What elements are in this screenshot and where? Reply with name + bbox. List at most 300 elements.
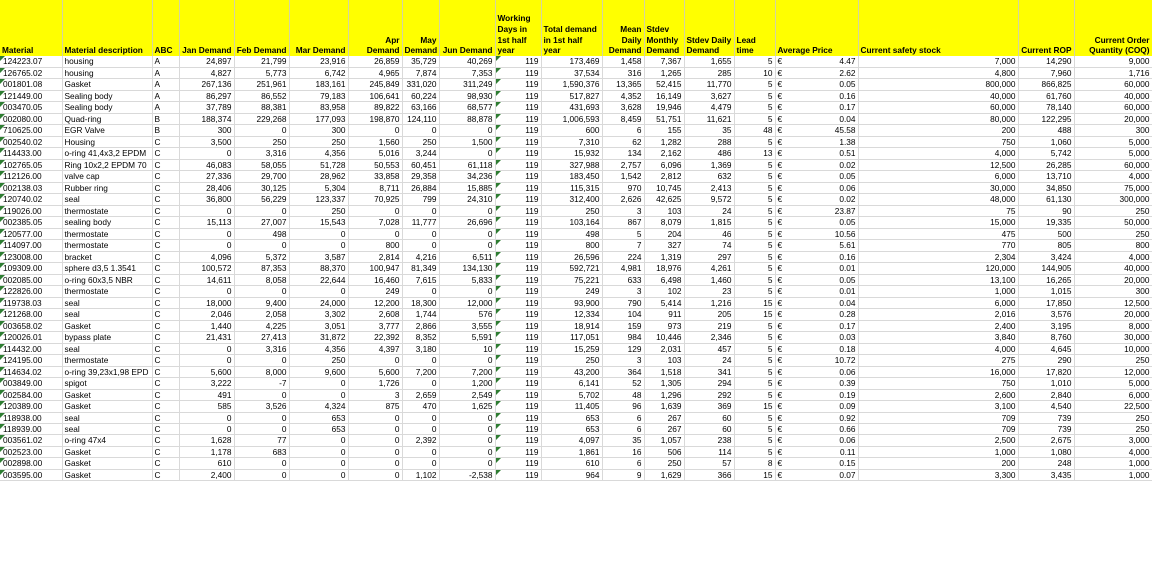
cell-coq[interactable]: 4,000: [1074, 251, 1152, 262]
cell-abc[interactable]: C: [152, 171, 179, 182]
cell-current-rop[interactable]: 739: [1018, 412, 1074, 423]
cell-average-price[interactable]: [775, 228, 858, 239]
cell-jan[interactable]: 14,611: [179, 274, 234, 285]
cell-safety-stock[interactable]: 4,000: [858, 148, 1018, 159]
cell-safety-stock[interactable]: 709: [858, 412, 1018, 423]
cell-current-rop[interactable]: 144,905: [1018, 263, 1074, 274]
cell-material[interactable]: 003658.02: [0, 320, 62, 331]
cell-stdev-monthly[interactable]: 1,319: [644, 251, 684, 262]
cell-working-days[interactable]: 119: [495, 435, 541, 446]
cell-jan[interactable]: 0: [179, 343, 234, 354]
cell-lead-time[interactable]: [734, 469, 775, 480]
cell-mean-daily[interactable]: 104: [602, 309, 644, 320]
cell-lead-time[interactable]: [734, 355, 775, 366]
cell-material[interactable]: 114097.00: [0, 240, 62, 251]
cell-total-demand[interactable]: 653: [541, 412, 602, 423]
cell-apr[interactable]: 5,016: [348, 148, 402, 159]
cell-abc[interactable]: C: [152, 159, 179, 170]
cell-mean-daily[interactable]: 16: [602, 446, 644, 457]
cell-description[interactable]: valve cap: [62, 171, 152, 182]
cell-feb[interactable]: 29,700: [234, 171, 289, 182]
cell-average-price[interactable]: [775, 263, 858, 274]
cell-mar[interactable]: 177,093: [289, 113, 348, 124]
cell-stdev-daily[interactable]: 4,479: [684, 102, 734, 113]
cell-may[interactable]: 799: [402, 194, 439, 205]
cell-material[interactable]: 121449.00: [0, 90, 62, 101]
cell-stdev-monthly[interactable]: 1,629: [644, 469, 684, 480]
cell-jan[interactable]: 188,374: [179, 113, 234, 124]
cell-lead-time[interactable]: [734, 458, 775, 469]
cell-mean-daily[interactable]: 6: [602, 412, 644, 423]
cell-description[interactable]: o-ring 47x4: [62, 435, 152, 446]
cell-safety-stock[interactable]: 48,000: [858, 194, 1018, 205]
cell-description[interactable]: Sealing body: [62, 102, 152, 113]
cell-safety-stock[interactable]: 475: [858, 228, 1018, 239]
cell-working-days[interactable]: 119: [495, 67, 541, 78]
header-jan-demand[interactable]: Jan Demand: [179, 0, 234, 56]
cell-lead-time[interactable]: [734, 136, 775, 147]
cell-material[interactable]: 102765.05: [0, 159, 62, 170]
cell-working-days[interactable]: 119: [495, 182, 541, 193]
cell-apr[interactable]: 3,777: [348, 320, 402, 331]
cell-total-demand[interactable]: 7,310: [541, 136, 602, 147]
header-stdev-monthly-demand[interactable]: Stdev Monthly Demand: [644, 0, 684, 56]
cell-apr[interactable]: 1,726: [348, 378, 402, 389]
cell-jun[interactable]: 68,577: [439, 102, 495, 113]
cell-average-price[interactable]: [775, 217, 858, 228]
cell-apr[interactable]: 800: [348, 240, 402, 251]
cell-stdev-monthly[interactable]: 267: [644, 423, 684, 434]
cell-average-price[interactable]: [775, 389, 858, 400]
cell-jun[interactable]: 98,930: [439, 90, 495, 101]
cell-feb[interactable]: 9,400: [234, 297, 289, 308]
cell-stdev-monthly[interactable]: 204: [644, 228, 684, 239]
cell-average-price[interactable]: [775, 458, 858, 469]
cell-current-rop[interactable]: 7,960: [1018, 67, 1074, 78]
cell-material[interactable]: 002523.00: [0, 446, 62, 457]
cell-mean-daily[interactable]: 984: [602, 332, 644, 343]
header-mar-demand[interactable]: Mar Demand: [289, 0, 348, 56]
cell-total-demand[interactable]: 15,932: [541, 148, 602, 159]
cell-total-demand[interactable]: 249: [541, 286, 602, 297]
cell-jun[interactable]: 34,236: [439, 171, 495, 182]
cell-coq[interactable]: 50,000: [1074, 217, 1152, 228]
cell-feb[interactable]: 8,058: [234, 274, 289, 285]
cell-feb[interactable]: 250: [234, 136, 289, 147]
cell-abc[interactable]: C: [152, 343, 179, 354]
cell-jan[interactable]: 0: [179, 205, 234, 216]
cell-stdev-daily[interactable]: 288: [684, 136, 734, 147]
cell-working-days[interactable]: 119: [495, 217, 541, 228]
cell-safety-stock[interactable]: 2,016: [858, 309, 1018, 320]
header-apr-demand[interactable]: Apr Demand: [348, 0, 402, 56]
cell-mean-daily[interactable]: 159: [602, 320, 644, 331]
cell-mar[interactable]: 4,324: [289, 401, 348, 412]
cell-abc[interactable]: B: [152, 113, 179, 124]
cell-may[interactable]: 63,166: [402, 102, 439, 113]
cell-total-demand[interactable]: 43,200: [541, 366, 602, 377]
cell-stdev-monthly[interactable]: 10,446: [644, 332, 684, 343]
cell-description[interactable]: o-ring 41,4x3,2 EPDM: [62, 148, 152, 159]
cell-stdev-daily[interactable]: 1,369: [684, 159, 734, 170]
cell-coq[interactable]: 40,000: [1074, 90, 1152, 101]
cell-feb[interactable]: 21,799: [234, 56, 289, 67]
cell-jun[interactable]: 0: [439, 423, 495, 434]
cell-description[interactable]: Gasket: [62, 469, 152, 480]
cell-coq[interactable]: 5,000: [1074, 378, 1152, 389]
cell-jun[interactable]: 88,878: [439, 113, 495, 124]
cell-abc[interactable]: A: [152, 90, 179, 101]
cell-apr[interactable]: 249: [348, 286, 402, 297]
cell-jun[interactable]: 134,130: [439, 263, 495, 274]
cell-coq[interactable]: 5,000: [1074, 136, 1152, 147]
cell-material[interactable]: 114634.02: [0, 366, 62, 377]
header-current-order-quantity[interactable]: Current Order Quantity (COQ): [1074, 0, 1152, 56]
cell-abc[interactable]: C: [152, 320, 179, 331]
cell-jun[interactable]: 1,625: [439, 401, 495, 412]
cell-material[interactable]: 002080.00: [0, 113, 62, 124]
cell-working-days[interactable]: 119: [495, 240, 541, 251]
cell-may[interactable]: 11,777: [402, 217, 439, 228]
cell-abc[interactable]: C: [152, 446, 179, 457]
cell-feb[interactable]: 27,007: [234, 217, 289, 228]
cell-average-price[interactable]: [775, 286, 858, 297]
cell-safety-stock[interactable]: 200: [858, 458, 1018, 469]
cell-jun[interactable]: 0: [439, 148, 495, 159]
cell-apr[interactable]: 12,200: [348, 297, 402, 308]
cell-stdev-daily[interactable]: 369: [684, 401, 734, 412]
cell-apr[interactable]: 5,600: [348, 366, 402, 377]
cell-lead-time[interactable]: [734, 79, 775, 90]
cell-abc[interactable]: C: [152, 228, 179, 239]
cell-stdev-daily[interactable]: 11,770: [684, 79, 734, 90]
cell-mean-daily[interactable]: 134: [602, 148, 644, 159]
cell-stdev-daily[interactable]: 4,261: [684, 263, 734, 274]
cell-mar[interactable]: 0: [289, 286, 348, 297]
cell-material[interactable]: 002540.02: [0, 136, 62, 147]
cell-stdev-monthly[interactable]: 155: [644, 125, 684, 136]
cell-jan[interactable]: 0: [179, 355, 234, 366]
cell-feb[interactable]: 0: [234, 286, 289, 297]
cell-mean-daily[interactable]: 6: [602, 458, 644, 469]
cell-abc[interactable]: C: [152, 205, 179, 216]
cell-stdev-monthly[interactable]: 267: [644, 412, 684, 423]
cell-average-price[interactable]: [775, 79, 858, 90]
cell-apr[interactable]: 0: [348, 125, 402, 136]
header-stdev-daily-demand[interactable]: Stdev Daily Demand: [684, 0, 734, 56]
cell-may[interactable]: 81,349: [402, 263, 439, 274]
cell-safety-stock[interactable]: 16,000: [858, 366, 1018, 377]
cell-stdev-monthly[interactable]: 7,367: [644, 56, 684, 67]
cell-abc[interactable]: A: [152, 79, 179, 90]
cell-feb[interactable]: 5,372: [234, 251, 289, 262]
cell-description[interactable]: spigot: [62, 378, 152, 389]
cell-safety-stock[interactable]: 6,000: [858, 297, 1018, 308]
cell-may[interactable]: 0: [402, 286, 439, 297]
cell-material[interactable]: 126765.02: [0, 67, 62, 78]
cell-stdev-monthly[interactable]: 2,162: [644, 148, 684, 159]
cell-average-price[interactable]: [775, 435, 858, 446]
cell-feb[interactable]: 0: [234, 389, 289, 400]
cell-jan[interactable]: 36,800: [179, 194, 234, 205]
cell-may[interactable]: 1,102: [402, 469, 439, 480]
cell-working-days[interactable]: 119: [495, 309, 541, 320]
cell-mean-daily[interactable]: 316: [602, 67, 644, 78]
cell-stdev-daily[interactable]: 341: [684, 366, 734, 377]
cell-coq[interactable]: 1,716: [1074, 67, 1152, 78]
cell-average-price[interactable]: [775, 355, 858, 366]
cell-mean-daily[interactable]: 5: [602, 228, 644, 239]
cell-stdev-daily[interactable]: 486: [684, 148, 734, 159]
cell-total-demand[interactable]: 6,141: [541, 378, 602, 389]
cell-average-price[interactable]: [775, 251, 858, 262]
cell-abc[interactable]: C: [152, 194, 179, 205]
cell-stdev-daily[interactable]: 219: [684, 320, 734, 331]
cell-description[interactable]: Gasket: [62, 320, 152, 331]
cell-mar[interactable]: 0: [289, 469, 348, 480]
cell-average-price[interactable]: [775, 205, 858, 216]
cell-jan[interactable]: 1,440: [179, 320, 234, 331]
cell-total-demand[interactable]: 600: [541, 125, 602, 136]
cell-jun[interactable]: 0: [439, 228, 495, 239]
cell-total-demand[interactable]: 93,900: [541, 297, 602, 308]
cell-stdev-daily[interactable]: 11,621: [684, 113, 734, 124]
cell-current-rop[interactable]: 4,540: [1018, 401, 1074, 412]
cell-stdev-daily[interactable]: 1,815: [684, 217, 734, 228]
cell-jan[interactable]: 3,222: [179, 378, 234, 389]
cell-may[interactable]: 4,216: [402, 251, 439, 262]
cell-safety-stock[interactable]: 40,000: [858, 90, 1018, 101]
cell-feb[interactable]: 86,552: [234, 90, 289, 101]
cell-apr[interactable]: 0: [348, 355, 402, 366]
cell-working-days[interactable]: 119: [495, 412, 541, 423]
cell-abc[interactable]: C: [152, 240, 179, 251]
cell-feb[interactable]: 683: [234, 446, 289, 457]
cell-feb[interactable]: 30,125: [234, 182, 289, 193]
cell-apr[interactable]: 3: [348, 389, 402, 400]
cell-feb[interactable]: 4,225: [234, 320, 289, 331]
cell-may[interactable]: 3,180: [402, 343, 439, 354]
cell-current-rop[interactable]: 290: [1018, 355, 1074, 366]
cell-feb[interactable]: 0: [234, 355, 289, 366]
cell-material[interactable]: 003849.00: [0, 378, 62, 389]
cell-current-rop[interactable]: 17,820: [1018, 366, 1074, 377]
cell-abc[interactable]: C: [152, 217, 179, 228]
cell-jan[interactable]: 18,000: [179, 297, 234, 308]
cell-jun[interactable]: 0: [439, 446, 495, 457]
cell-total-demand[interactable]: 498: [541, 228, 602, 239]
cell-total-demand[interactable]: 800: [541, 240, 602, 251]
cell-mar[interactable]: 24,000: [289, 297, 348, 308]
cell-working-days[interactable]: 119: [495, 205, 541, 216]
cell-safety-stock[interactable]: 3,300: [858, 469, 1018, 480]
cell-working-days[interactable]: 119: [495, 355, 541, 366]
cell-jan[interactable]: 0: [179, 412, 234, 423]
cell-stdev-monthly[interactable]: 6,498: [644, 274, 684, 285]
cell-stdev-monthly[interactable]: 16,149: [644, 90, 684, 101]
cell-average-price[interactable]: [775, 148, 858, 159]
cell-abc[interactable]: C: [152, 412, 179, 423]
cell-jan[interactable]: 0: [179, 423, 234, 434]
cell-jun[interactable]: 0: [439, 435, 495, 446]
cell-apr[interactable]: 16,460: [348, 274, 402, 285]
cell-stdev-monthly[interactable]: 1,518: [644, 366, 684, 377]
cell-may[interactable]: 0: [402, 355, 439, 366]
cell-mean-daily[interactable]: 3,628: [602, 102, 644, 113]
cell-stdev-monthly[interactable]: 973: [644, 320, 684, 331]
cell-average-price[interactable]: [775, 274, 858, 285]
cell-lead-time[interactable]: [734, 182, 775, 193]
cell-feb[interactable]: 56,229: [234, 194, 289, 205]
cell-working-days[interactable]: 119: [495, 366, 541, 377]
cell-feb[interactable]: 0: [234, 458, 289, 469]
cell-coq[interactable]: 250: [1074, 205, 1152, 216]
cell-stdev-monthly[interactable]: 1,305: [644, 378, 684, 389]
cell-current-rop[interactable]: 17,850: [1018, 297, 1074, 308]
cell-material[interactable]: 114433.00: [0, 148, 62, 159]
cell-abc[interactable]: C: [152, 148, 179, 159]
cell-working-days[interactable]: 119: [495, 113, 541, 124]
cell-apr[interactable]: 0: [348, 205, 402, 216]
cell-mar[interactable]: 0: [289, 435, 348, 446]
cell-safety-stock[interactable]: 1,000: [858, 446, 1018, 457]
cell-apr[interactable]: 2,814: [348, 251, 402, 262]
cell-total-demand[interactable]: 1,006,593: [541, 113, 602, 124]
cell-mar[interactable]: 15,543: [289, 217, 348, 228]
cell-stdev-monthly[interactable]: 2,031: [644, 343, 684, 354]
cell-total-demand[interactable]: 5,702: [541, 389, 602, 400]
cell-abc[interactable]: C: [152, 389, 179, 400]
cell-total-demand[interactable]: 37,534: [541, 67, 602, 78]
cell-jun[interactable]: 0: [439, 240, 495, 251]
cell-stdev-monthly[interactable]: 102: [644, 286, 684, 297]
cell-apr[interactable]: 26,859: [348, 56, 402, 67]
cell-coq[interactable]: 250: [1074, 228, 1152, 239]
cell-description[interactable]: Rubber ring: [62, 182, 152, 193]
cell-safety-stock[interactable]: 2,400: [858, 320, 1018, 331]
cell-stdev-daily[interactable]: 57: [684, 458, 734, 469]
cell-stdev-daily[interactable]: 1,460: [684, 274, 734, 285]
cell-jun[interactable]: 15,885: [439, 182, 495, 193]
cell-stdev-monthly[interactable]: 506: [644, 446, 684, 457]
cell-may[interactable]: 2,659: [402, 389, 439, 400]
cell-coq[interactable]: 60,000: [1074, 79, 1152, 90]
cell-stdev-monthly[interactable]: 327: [644, 240, 684, 251]
cell-may[interactable]: 0: [402, 205, 439, 216]
cell-safety-stock[interactable]: 800,000: [858, 79, 1018, 90]
cell-current-rop[interactable]: 3,435: [1018, 469, 1074, 480]
cell-current-rop[interactable]: 248: [1018, 458, 1074, 469]
header-jun-demand[interactable]: Jun Demand: [439, 0, 495, 56]
cell-jun[interactable]: 24,310: [439, 194, 495, 205]
cell-average-price[interactable]: [775, 297, 858, 308]
cell-total-demand[interactable]: 183,450: [541, 171, 602, 182]
cell-mar[interactable]: 0: [289, 378, 348, 389]
cell-feb[interactable]: 87,353: [234, 263, 289, 274]
cell-coq[interactable]: 22,500: [1074, 401, 1152, 412]
cell-feb[interactable]: 251,961: [234, 79, 289, 90]
cell-jan[interactable]: 0: [179, 286, 234, 297]
cell-current-rop[interactable]: 2,840: [1018, 389, 1074, 400]
cell-mar[interactable]: 28,962: [289, 171, 348, 182]
cell-working-days[interactable]: 119: [495, 332, 541, 343]
cell-lead-time[interactable]: [734, 159, 775, 170]
cell-average-price[interactable]: [775, 240, 858, 251]
cell-apr[interactable]: 0: [348, 423, 402, 434]
cell-abc[interactable]: C: [152, 136, 179, 147]
cell-current-rop[interactable]: 34,850: [1018, 182, 1074, 193]
cell-stdev-daily[interactable]: 46: [684, 228, 734, 239]
cell-lead-time[interactable]: [734, 274, 775, 285]
cell-may[interactable]: 8,352: [402, 332, 439, 343]
cell-mar[interactable]: 250: [289, 136, 348, 147]
cell-jan[interactable]: 0: [179, 148, 234, 159]
cell-feb[interactable]: 27,413: [234, 332, 289, 343]
cell-total-demand[interactable]: 103,164: [541, 217, 602, 228]
cell-jan[interactable]: 1,628: [179, 435, 234, 446]
cell-lead-time[interactable]: [734, 205, 775, 216]
cell-abc[interactable]: C: [152, 297, 179, 308]
cell-lead-time[interactable]: [734, 240, 775, 251]
cell-mean-daily[interactable]: 48: [602, 389, 644, 400]
cell-material[interactable]: 710625.00: [0, 125, 62, 136]
cell-mean-daily[interactable]: 6: [602, 125, 644, 136]
cell-working-days[interactable]: 119: [495, 297, 541, 308]
cell-may[interactable]: 7,615: [402, 274, 439, 285]
cell-feb[interactable]: 8,000: [234, 366, 289, 377]
cell-mean-daily[interactable]: 790: [602, 297, 644, 308]
cell-jun[interactable]: 0: [439, 355, 495, 366]
cell-may[interactable]: 18,300: [402, 297, 439, 308]
cell-working-days[interactable]: 119: [495, 274, 541, 285]
cell-coq[interactable]: 1,000: [1074, 469, 1152, 480]
cell-coq[interactable]: 60,000: [1074, 159, 1152, 170]
cell-lead-time[interactable]: [734, 102, 775, 113]
cell-lead-time[interactable]: [734, 332, 775, 343]
cell-current-rop[interactable]: 90: [1018, 205, 1074, 216]
cell-abc[interactable]: A: [152, 102, 179, 113]
cell-abc[interactable]: C: [152, 401, 179, 412]
cell-stdev-monthly[interactable]: 103: [644, 355, 684, 366]
cell-lead-time[interactable]: [734, 90, 775, 101]
cell-lead-time[interactable]: [734, 297, 775, 308]
cell-description[interactable]: EGR Valve: [62, 125, 152, 136]
cell-description[interactable]: thermostate: [62, 228, 152, 239]
cell-stdev-daily[interactable]: 60: [684, 412, 734, 423]
cell-material[interactable]: 114432.00: [0, 343, 62, 354]
cell-coq[interactable]: 9,000: [1074, 56, 1152, 67]
cell-feb[interactable]: 229,268: [234, 113, 289, 124]
cell-mar[interactable]: 83,958: [289, 102, 348, 113]
cell-coq[interactable]: 250: [1074, 412, 1152, 423]
cell-stdev-daily[interactable]: 632: [684, 171, 734, 182]
cell-current-rop[interactable]: 3,424: [1018, 251, 1074, 262]
cell-jan[interactable]: 4,827: [179, 67, 234, 78]
cell-lead-time[interactable]: [734, 263, 775, 274]
cell-feb[interactable]: 0: [234, 240, 289, 251]
cell-material[interactable]: 120740.02: [0, 194, 62, 205]
cell-apr[interactable]: 0: [348, 228, 402, 239]
cell-abc[interactable]: C: [152, 423, 179, 434]
cell-jan[interactable]: 100,572: [179, 263, 234, 274]
cell-mean-daily[interactable]: 52: [602, 378, 644, 389]
cell-current-rop[interactable]: 488: [1018, 125, 1074, 136]
cell-jan[interactable]: 0: [179, 228, 234, 239]
cell-apr[interactable]: 22,392: [348, 332, 402, 343]
cell-working-days[interactable]: 119: [495, 423, 541, 434]
cell-average-price[interactable]: [775, 113, 858, 124]
cell-may[interactable]: 0: [402, 423, 439, 434]
